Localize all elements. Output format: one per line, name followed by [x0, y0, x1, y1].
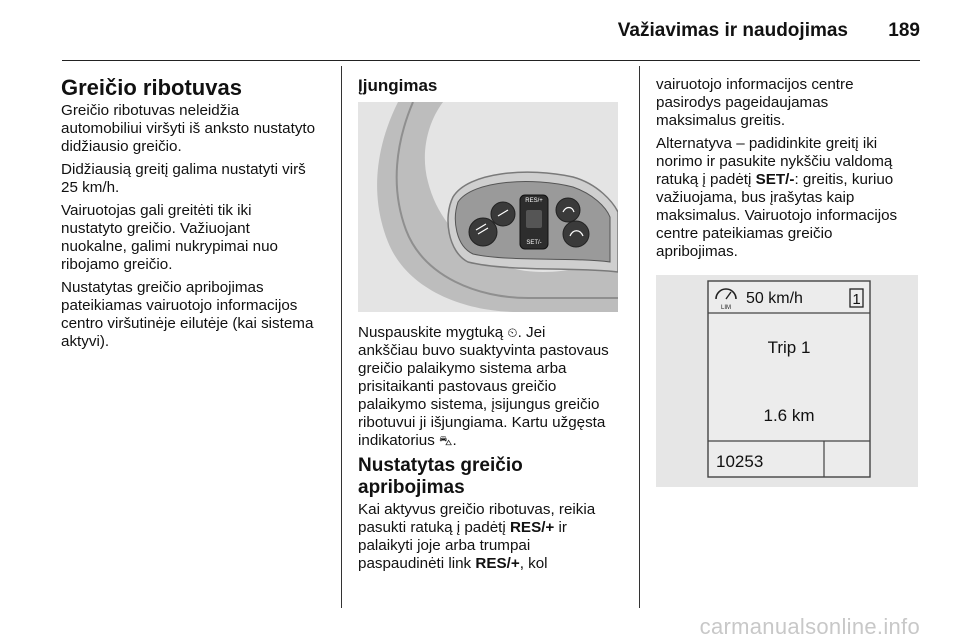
res-label: RES/+ — [525, 198, 543, 204]
subsection-heading: Įjungimas — [358, 76, 438, 95]
column-divider-2 — [639, 66, 640, 608]
speed-limit-value: 50 km/h — [746, 290, 803, 307]
set-label: SET/- — [526, 240, 542, 246]
page-header — [0, 0, 960, 62]
header-divider — [62, 60, 920, 61]
paragraph: Vairuotojas gali greitėti tik iki nustatyto greičio. Važiuojant nuokalne, galimi nukrypimai nuo ribojamo greičio. — [61, 202, 278, 273]
odometer-value: 10253 — [716, 452, 764, 471]
paragraph: Greičio ribotuvas neleidžia automobiliui viršyti iš anksto nustatyto didžiausio greičio. — [61, 102, 316, 155]
speed-limiter-icon: ⏲ — [507, 325, 518, 340]
section-heading: Greičio ribotuvas — [61, 75, 242, 100]
column-3 — [656, 76, 928, 487]
column-divider-1 — [341, 66, 342, 608]
paragraph: Didžiausią greitį galima nustatyti virš 25 km/h. — [61, 161, 306, 196]
paragraph: Kai aktyvus greičio ribotuvas, reikia pasukti ratuką į padėtį RES/+ ir palaikyti joje arba trumpai paspaudinėti link RES/+, kol — [358, 501, 596, 572]
trip-label: Trip 1 — [767, 338, 811, 357]
paragraph: vairuotojo informacijos centre pasirodys pageidaujamas maksimalus greitis. — [656, 76, 854, 129]
watermark: carmanualsonline.info — [699, 614, 920, 639]
lim-label: LIM — [720, 305, 732, 311]
paragraph: Nuspauskite mygtuką ⏲. Jei ankščiau buvo suaktyvinta pastovaus greičio palaikymo sistema arba prisitaikanti pastovaus greičio palaikymo sistema, įsijungus greičio ribotuvui ji išjungiama. Kartu užgęsta indikatorius ⛍. — [358, 324, 609, 449]
gear-indicator: 1 — [852, 291, 861, 308]
steering-wheel-illustration — [358, 102, 618, 312]
cruise-control-indicator-icon: ⛍ — [439, 433, 453, 448]
column-2 — [358, 76, 630, 578]
paragraph: Nustatytas greičio apribojimas pateikiamas vairuotojo informacijos centro viršutinėje eilutėje (kai sistema aktyvi). — [61, 279, 314, 350]
trip-distance: 1.6 km — [763, 406, 815, 425]
header-title: Važiavimas ir naudojimas — [617, 20, 848, 41]
paragraph: Alternatyva – padidinkite greitį iki norimo ir pasukite nykščiu valdomą ratuką į padėtį SET/-: greitis, kuriuo važiuojama, bus įrašytas kaip maksimalus. Vairuotojo informacijos centre pateikiamas greičio apribojimas. — [656, 135, 898, 260]
column-1 — [61, 76, 333, 356]
driver-info-display-illustration — [656, 275, 918, 487]
subsection-heading: Nustatytas greičio apribojimas — [358, 455, 523, 498]
page-number: 189 — [888, 20, 920, 41]
